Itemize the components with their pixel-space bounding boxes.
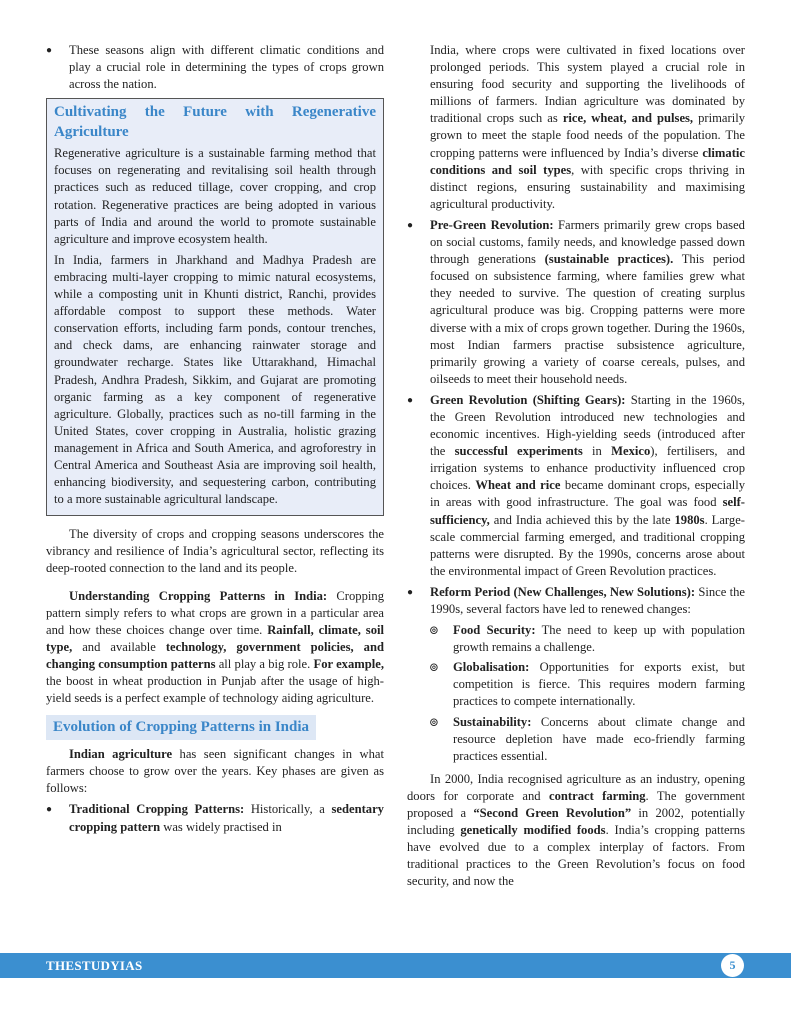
- green-rev-text-5: and India achieved this by the late: [489, 512, 675, 527]
- understanding-bold-3: For example,: [313, 656, 384, 671]
- pre-green-revolution-bullet: [407, 217, 745, 388]
- sub-bullet-food-security: [429, 622, 745, 656]
- green-rev-text-2: in: [582, 444, 612, 459]
- food-security-text: The need to keep up with population growth remains a challenge.: [453, 623, 745, 655]
- phases-list-right: [407, 217, 745, 618]
- food-security-lead: Food Security:: [453, 623, 536, 638]
- green-rev-bold-1: successful experiments: [454, 444, 583, 459]
- sub-bullet-sustainability: [429, 714, 745, 765]
- brand-name: THESTUDYIAS: [46, 958, 143, 973]
- left-column: [46, 42, 384, 840]
- green-rev-text-6: . Large-scale commercial farming emerged, and traditional cropping patterns were disrupted. By the 1990s, concerns arose about the environmental impact of Green Revolution practices.: [430, 512, 745, 578]
- diversity-paragraph: The diversity of crops and cropping seasons underscores the vibrancy and resilience of India’s agricultural sector, reflecting its deep-rooted connection to the land and its people.: [46, 527, 384, 576]
- pre-green-bold-1: (sustainable practices).: [544, 252, 674, 267]
- understanding-text-4: the boost in wheat production in Punjab after the usage of high-yield seeds is a perfect example of technology aiding agriculture.: [46, 674, 384, 706]
- year-2000-paragraph: [407, 771, 745, 891]
- green-rev-bold-4: self-sufficiency,: [430, 495, 745, 527]
- pre-green-text-1: Farmers primarily grew crops based on social customs, family needs, and knowledge passed down through generations: [430, 217, 745, 267]
- indian-agriculture-lead: Indian agriculture: [69, 747, 173, 762]
- page-number: 5: [721, 954, 744, 977]
- reform-sub-list: [407, 622, 745, 765]
- box-paragraph-2: In India, farmers in Jharkhand and Madhya Pradesh are embracing multi-layer cropping to mimic natural ecosystems, while a composting unit in Khunti district, Ranchi, provides affordable compost to support these methods. Water conservation efforts, including farm ponds, contour trenches, and check dams, are enhancing rainwater storage and groundwater recharge. States like Uttarakhand, Himachal Pradesh, Andhra Pradesh, Sikkim, and Gujarat are promoting organic farming as a key component of regenerative agriculture. Globally, practices such as no-till farming in the United States, cover cropping in Australia, holistic grazing management in Africa and South America, and agroforestry in Central America and Southeast Asia are improving soil health, enhancing biodiversity, and sequestering carbon, contributing to a more sustainable agricultural landscape.: [54, 252, 376, 507]
- reform-lead: Reform Period (New Challenges, New Solutions):: [430, 584, 696, 599]
- section-heading-evolution: Evolution of Cropping Patterns in India: [46, 715, 316, 740]
- trad-cont-text-1: India, where crops were cultivated in fixed locations over prolonged periods. This system played a crucial role in ensuring food security and supporting the livelihoods of millions of farmers. Indian agriculture was dominated by traditional crops such as: [430, 43, 745, 126]
- understanding-paragraph: [46, 588, 384, 708]
- sustainability-text: Concerns about climate change and resource depletion have made eco-friendly farming practices essential.: [453, 714, 745, 763]
- green-rev-text-3: ), fertilisers, and irrigation systems to enhance productivity influenced crop choices.: [430, 444, 746, 493]
- traditional-text-2: was widely practised in: [160, 819, 282, 834]
- intro-bullet-list: [46, 42, 384, 93]
- understanding-text-3: all play a big role.: [215, 656, 314, 671]
- box-paragraph-1: Regenerative agriculture is a sustainable farming method that focuses on regenerating and revitalising soil health through practices such as reduced tillage, cover cropping, and crop rotation. Regenerative practices are being adopted in various parts of India and around the world to promote sustainable agriculture and improve ecosystem health.: [54, 146, 376, 246]
- phases-list-left: [46, 801, 384, 835]
- y2000-bold-2: “Second Green Revolution”: [473, 806, 632, 821]
- reform-text: Since the 1990s, several factors have led to renewed changes:: [430, 584, 745, 616]
- trad-cont-text-2: primarily grown to meet the staple food needs of the population. The cropping patterns were influenced by India’s diverse: [430, 111, 745, 160]
- trad-cont-bold-1: rice, wheat, and pulses,: [562, 111, 694, 126]
- pre-green-text-2: This period focused on subsistence farming, where families grew what they needed to survive. The question of creating surplus agricultural produce was big. Cropping patterns were more diverse with a mix of crops grown together. During the 1960s, most Indian farmers practise subsistence agriculture, primarily growing a variety of coarse cereals, pulses, and oilseeds to meet their household needs.: [430, 252, 745, 386]
- y2000-text-1: In 2000, India recognised agriculture as an industry, opening doors for corporate and: [407, 771, 745, 803]
- indian-agriculture-paragraph: [46, 746, 384, 797]
- y2000-text-4: . India’s cropping patterns have evolved due to a complex interplay of factors. From traditional practices to the Green Revolution’s focus on food security, and now the: [407, 823, 745, 889]
- seasons-bullet: ● These seasons align with different climatic conditions and play a crucial role in determining the types of crops grown across the nation.: [46, 42, 384, 93]
- green-rev-text-1: Starting in the 1960s, the Green Revolution introduced new technologies and economic incentives. High-yielding seeds (introduced after the: [430, 392, 745, 459]
- indian-agriculture-text: has seen significant changes in what farmers choose to grow over the years. Key phases are given as follows:: [46, 747, 384, 796]
- y2000-bold-1: contract farming: [549, 788, 646, 803]
- y2000-text-2: . The government proposed a: [407, 788, 746, 821]
- right-column: [407, 42, 745, 891]
- sub-bullet-globalisation: [429, 659, 745, 710]
- traditional-bullet: [46, 801, 384, 835]
- understanding-text-1: Cropping pattern simply refers to what crops are grown in a particular area and how these choices change over time.: [46, 588, 384, 637]
- globalisation-lead: Globalisation:: [453, 660, 530, 675]
- pre-green-lead: Pre-Green Revolution:: [430, 217, 554, 232]
- green-rev-bold-5: 1980s: [674, 512, 705, 527]
- box-title: Cultivating the Future with Regenerative Agriculture: [54, 104, 376, 141]
- trad-cont-text-3: , with specific crops thriving in distinct regions, ensuring sustainability and maximising agricultural productivity.: [430, 162, 745, 211]
- understanding-text-2: and available: [72, 639, 166, 654]
- reform-period-bullet: [407, 584, 745, 618]
- sustainability-lead: Sustainability:: [453, 714, 532, 729]
- y2000-bold-3: genetically modified foods: [460, 823, 606, 838]
- traditional-continuation: [407, 42, 745, 213]
- trad-cont-bold-2: climatic conditions and soil types: [430, 145, 745, 177]
- understanding-bold-1: Rainfall, climate, soil type,: [46, 622, 384, 654]
- green-revolution-bullet: [407, 392, 745, 580]
- green-rev-lead: Green Revolution (Shifting Gears):: [430, 392, 626, 407]
- understanding-lead: Understanding Cropping Patterns in India:: [69, 588, 328, 603]
- green-rev-text-4: became dominant crops, especially in areas with good infrastructure. The goal was food: [430, 478, 745, 510]
- traditional-text-1: Historically, a: [244, 802, 332, 817]
- regenerative-agriculture-box: [46, 98, 384, 516]
- green-rev-bold-3: Wheat and rice: [475, 478, 561, 493]
- green-rev-bold-2: Mexico: [611, 444, 651, 459]
- page-footer: [0, 953, 791, 978]
- traditional-lead: Traditional Cropping Patterns:: [69, 802, 245, 817]
- globalisation-text: Opportunities for exports exist, but competition is fierce. This requires modern farming practices to compete internationally.: [453, 660, 745, 709]
- understanding-bold-2: technology, government policies, and changing consumption patterns: [46, 639, 384, 671]
- traditional-bold-1: sedentary cropping pattern: [69, 802, 384, 834]
- y2000-text-3: in 2002, potentially including: [407, 806, 745, 838]
